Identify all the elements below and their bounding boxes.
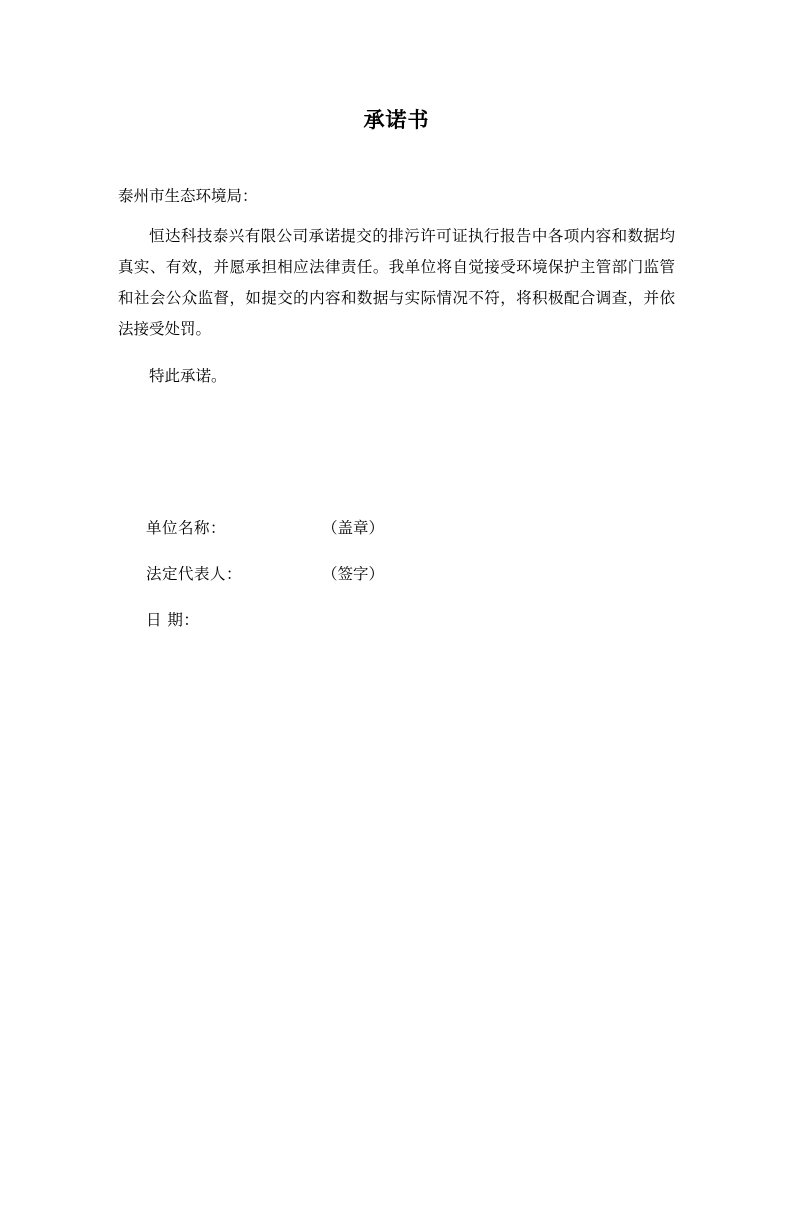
unit-name-seal-note: （盖章）: [322, 519, 385, 538]
commitment-body-paragraph: 恒达科技泰兴有限公司承诺提交的排污许可证执行报告中各项内容和数据均真实、有效，并愿承担相应法律责任。我单位将自觉接受环境保护主管部门监管和社会公众监督，如提交的内容和数据与实际情况不符，将积极配合调查，并依法接受处罚。: [118, 227, 675, 339]
signature-block: [118, 516, 675, 630]
salutation-line: 泰州市生态环境局：: [118, 187, 258, 205]
page-title: 承诺书: [363, 108, 430, 132]
legal-representative-label: 法定代表人：: [146, 565, 243, 584]
unit-name-label: 单位名称：: [146, 519, 227, 538]
closing-paragraph: 特此承诺。: [149, 367, 227, 386]
document-page: [0, 104, 793, 1226]
date-label: 日 期：: [146, 611, 200, 630]
legal-representative-row: [118, 562, 675, 584]
legal-representative-signature-note: （签字）: [322, 565, 385, 584]
unit-name-row: [118, 516, 675, 538]
date-row: [118, 608, 675, 630]
